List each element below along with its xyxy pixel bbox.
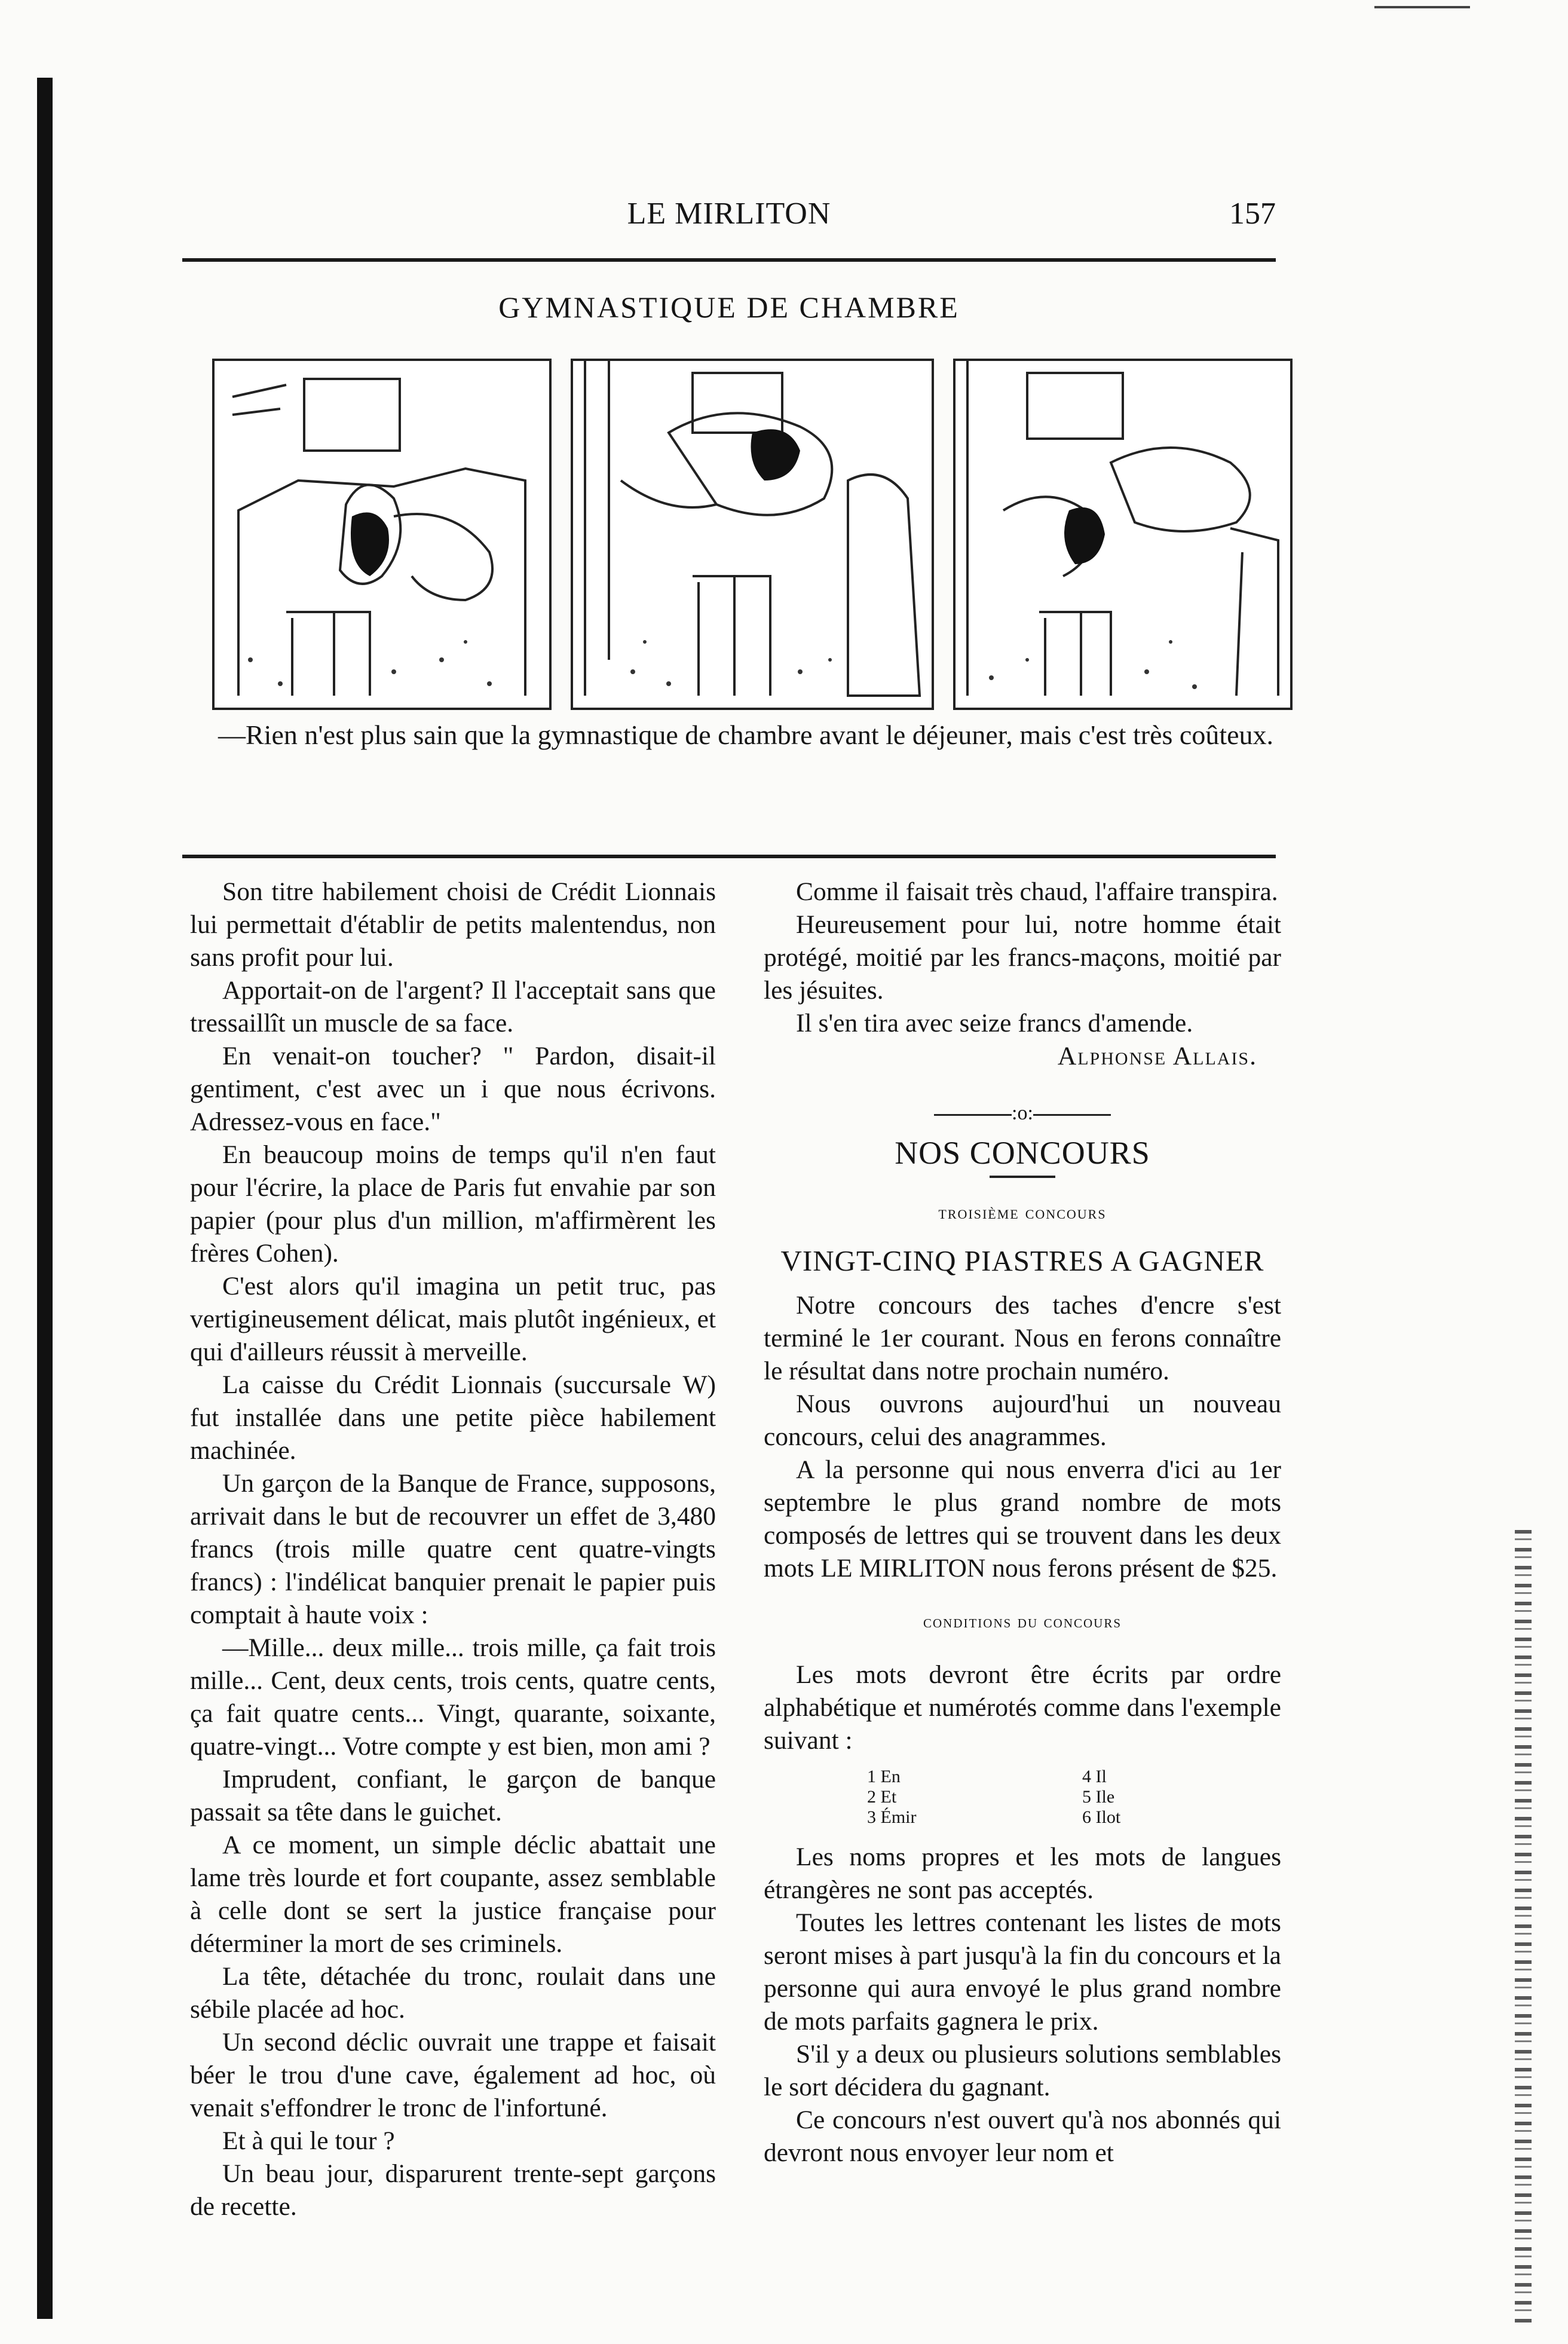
paragraph: La tête, détachée du tronc, roulait dans une sébile placée ad hoc. bbox=[190, 1962, 716, 2024]
paragraph: Imprudent, confiant, le garçon de banque passait sa tête dans le guichet. bbox=[190, 1765, 716, 1826]
right-column bbox=[764, 876, 1281, 2169]
journal-title: LE MIRLITON bbox=[627, 197, 831, 231]
cartoon-strip bbox=[212, 359, 1288, 705]
paragraph: Un beau jour, disparurent trente-sept garçons de recette. bbox=[190, 2159, 716, 2221]
cartoon-panel-3 bbox=[953, 359, 1293, 710]
cartoon-panel-1 bbox=[212, 359, 552, 710]
divider-mark: :o: bbox=[1012, 1102, 1033, 1124]
prize-title: VINGT-CINQ PIASTRES A GAGNER bbox=[780, 1244, 1264, 1277]
header-rule bbox=[182, 258, 1276, 262]
paragraph: Apportait-on de l'argent? Il l'acceptait sans que tressaillît un muscle de sa face. bbox=[190, 976, 716, 1038]
cartoon-title: GYMNASTIQUE DE CHAMBRE bbox=[498, 290, 960, 324]
example-word: 1 En bbox=[867, 1767, 901, 1786]
paragraph: Nous ouvrons aujourd'hui un nouveau concours, celui des anagrammes. bbox=[764, 1390, 1281, 1451]
left-column bbox=[190, 876, 716, 2223]
cartoon-panel-2 bbox=[571, 359, 934, 710]
scan-edge-specks bbox=[1515, 1530, 1532, 2325]
paragraph: —Mille... deux mille... trois mille, ça fait trois mille... Cent, deux cents, trois cents, quatre cents, ça fait quatre cents... Vingt, quarante, soixante, quatre-vingt... Votre compte y est bien, mon ami ? bbox=[190, 1633, 716, 1761]
paragraph: En beaucoup moins de temps qu'il n'en faut pour l'écrire, la place de Paris fut envahie par son papier (pour plus d'un million, m'affirmèrent les frères Cohen). bbox=[190, 1140, 716, 1268]
paragraph: C'est alors qu'il imagina un petit truc, pas vertigineusement délicat, mais plutôt ingénieux, et qui d'ailleurs réussit à merveille. bbox=[190, 1272, 716, 1366]
example-word: 3 Émir bbox=[867, 1807, 917, 1827]
scan-bleed-edge bbox=[37, 78, 53, 2319]
cartoon-drawing-1 bbox=[215, 361, 549, 708]
paragraph: En venait-on toucher? " Pardon, disait-il gentiment, c'est avec un i que nous écrivons. Adressez-vous en face." bbox=[190, 1042, 716, 1136]
corner-rule bbox=[1374, 6, 1470, 8]
contest-number: troisième concours bbox=[938, 1201, 1107, 1223]
paragraph: S'il y a deux ou plusieurs solutions semblables le sort décidera du gagnant. bbox=[764, 2040, 1281, 2101]
example-word: 4 Il bbox=[1082, 1767, 1107, 1786]
section-title: NOS CONCOURS bbox=[895, 1135, 1150, 1171]
paragraph: Un garçon de la Banque de France, supposons, arrivait dans le but de recouvrer un effet de 3,480 francs (trois mille quatre cent quatre-vingts francs) : l'indélicat banquier prenait le papier puis comptait à haute voix : bbox=[190, 1469, 716, 1629]
paragraph: Il s'en tira avec seize francs d'amende. bbox=[796, 1009, 1193, 1038]
divider-dash bbox=[1033, 1114, 1111, 1116]
example-word: 6 Ilot bbox=[1082, 1807, 1121, 1827]
paragraph: Toutes les lettres contenant les listes de mots seront mises à part jusqu'à la fin du concours et la personne qui aura envoyé le plus grand nombre de mots parfaits gagnera le prix. bbox=[764, 1908, 1281, 2036]
page-number: 157 bbox=[1229, 197, 1276, 231]
cartoon-drawing-3 bbox=[956, 361, 1290, 708]
running-head bbox=[182, 196, 1276, 238]
anagram-example bbox=[764, 1767, 1281, 1828]
paragraph: Heureusement pour lui, notre homme était protégé, moitié par les francs-maçons, moitié par les jésuites. bbox=[764, 910, 1281, 1005]
short-rule bbox=[990, 1176, 1055, 1178]
conditions-title: conditions du concours bbox=[923, 1612, 1122, 1632]
example-column-right bbox=[1082, 1767, 1178, 1828]
cartoon-caption: —Rien n'est plus sain que la gymnastique de chambre avant le déjeuner, mais c'est très coûteux. bbox=[218, 720, 1274, 750]
paragraph: Notre concours des taches d'encre s'est terminé le 1er courant. Nous en ferons connaître le résultat dans notre prochain numéro. bbox=[764, 1291, 1281, 1385]
example-word: 2 Et bbox=[867, 1787, 897, 1807]
section-rule bbox=[182, 855, 1276, 858]
divider-dash bbox=[934, 1114, 1012, 1116]
paragraph: A la personne qui nous enverra d'ici au 1er septembre le plus grand nombre de mots composés de lettres qui se trouvent dans les deux mots LE MIRLITON nous ferons présent de $25. bbox=[764, 1455, 1281, 1583]
ornament-divider bbox=[764, 1097, 1281, 1130]
paragraph: Comme il faisait très chaud, l'affaire transpira. bbox=[796, 877, 1278, 906]
example-word: 5 Ile bbox=[1082, 1787, 1115, 1807]
paragraph: Son titre habilement choisi de Crédit Lionnais lui permettait d'établir de petits malentendus, non sans profit pour lui. bbox=[190, 877, 716, 972]
paragraph: Un second déclic ouvrait une trappe et faisait béer le trou d'une cave, également ad hoc, où venait s'effondrer le tronc de l'infortuné. bbox=[190, 2028, 716, 2122]
paragraph: Les noms propres et les mots de langues étrangères ne sont pas acceptés. bbox=[764, 1843, 1281, 1904]
paragraph: A ce moment, un simple déclic abattait une lame très lourde et fort coupante, assez semblable à celle dont se sert la justice française pour déterminer la mort de ses criminels. bbox=[190, 1831, 716, 1958]
paragraph: Les mots devront être écrits par ordre alphabétique et numérotés comme dans l'exemple suivant : bbox=[764, 1660, 1281, 1755]
cartoon-drawing-2 bbox=[573, 361, 932, 708]
paragraph: Ce concours n'est ouvert qu'à nos abonnés qui devront nous envoyer leur nom et bbox=[764, 2106, 1281, 2167]
paragraph: La caisse du Crédit Lionnais (succursale W) fut installée dans une petite pièce habilement machinée. bbox=[190, 1370, 716, 1465]
paragraph: Et à qui le tour ? bbox=[222, 2126, 395, 2155]
author-signature: Alphonse Allais. bbox=[1057, 1042, 1257, 1070]
example-column-left bbox=[867, 1767, 963, 1828]
